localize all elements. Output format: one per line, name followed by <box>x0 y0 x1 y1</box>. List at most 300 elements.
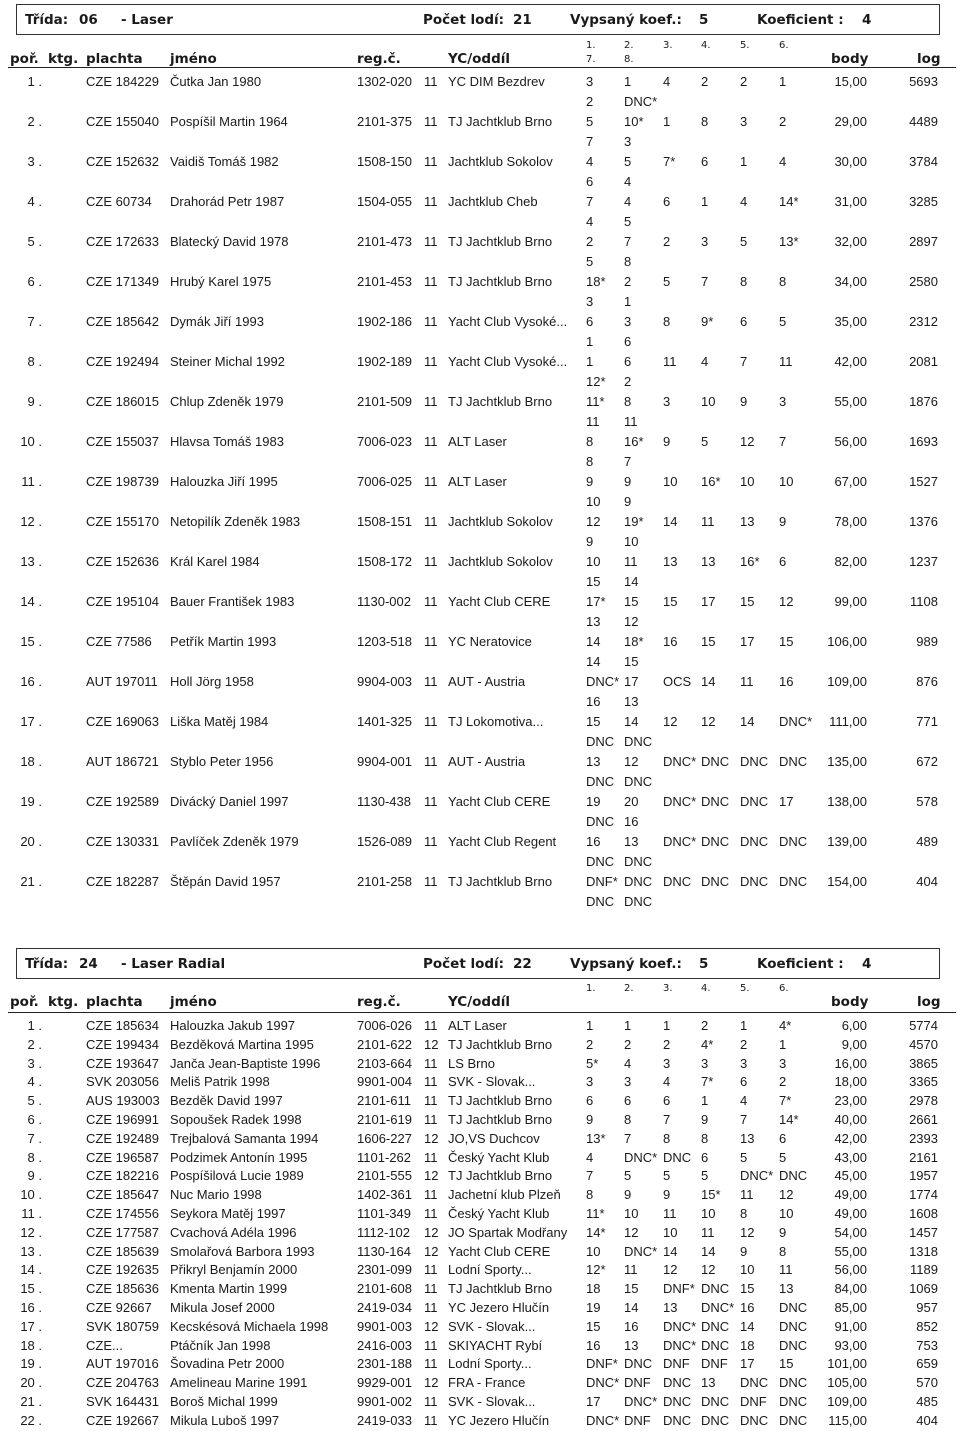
race-result-cell: 4 <box>740 1093 748 1108</box>
race-result-cell: 19 <box>586 1300 601 1315</box>
race-result-cell: 15 <box>740 1281 755 1296</box>
log-cell: 485 <box>916 1394 938 1409</box>
race-result-cell: 12 <box>624 754 639 769</box>
race-result-cell: 1 <box>701 1093 709 1108</box>
race-result-cell: 12 <box>701 1262 716 1277</box>
log-cell: 1108 <box>910 594 938 609</box>
race-result-cell: 7 <box>740 354 748 369</box>
sailor-name-cell: Pavlíček Zdeněk 1979 <box>170 834 299 849</box>
club-cell: TJ Jachtklub Brno <box>448 1112 553 1127</box>
table-row <box>0 1112 960 1130</box>
race-result-cell: 18* <box>624 634 644 649</box>
category-cell: 12 <box>424 1244 439 1259</box>
category-cell: 11 <box>424 554 438 569</box>
race-result-cell: DNC <box>779 1319 808 1334</box>
points-cell: 42,00 <box>834 1131 867 1146</box>
race-result-cell: 11 <box>740 674 754 689</box>
reg-number-cell: 2101-375 <box>357 114 412 129</box>
club-cell: TJ Jachtklub Brno <box>448 1281 553 1296</box>
category-cell: 11 <box>424 74 438 89</box>
race-result-cell: 17 <box>740 1356 755 1371</box>
reg-number-cell: 1508-172 <box>357 554 412 569</box>
race-result-cell: 10 <box>586 494 601 509</box>
club-cell: TJ Jachtklub Brno <box>448 1093 553 1108</box>
points-cell: 93,00 <box>834 1338 867 1353</box>
points-cell: 154,00 <box>827 874 867 889</box>
race-result-cell: DNC <box>586 734 615 749</box>
log-cell: 404 <box>916 874 938 889</box>
race-result-cell: 6 <box>740 314 748 329</box>
sailor-name-cell: Ptáčník Jan 1998 <box>170 1338 271 1353</box>
sailor-name-cell: Halouzka Jiří 1995 <box>170 474 278 489</box>
reg-number-cell: 1101-262 <box>357 1150 411 1165</box>
reg-number-cell: 1504-055 <box>357 194 412 209</box>
position-cell: 13 . <box>20 554 42 569</box>
position-cell: 22 . <box>20 1413 42 1428</box>
club-cell: TJ Jachtklub Brno <box>448 114 553 129</box>
race-result-cell: DNC <box>701 874 730 889</box>
category-cell: 11 <box>424 794 438 809</box>
race-result-cell: DNC <box>586 774 615 789</box>
sailor-name-cell: Boroš Michal 1999 <box>170 1394 278 1409</box>
sailor-name-cell: Přikryl Benjamín 2000 <box>170 1262 298 1277</box>
race-result-cell: 10 <box>740 474 755 489</box>
col-race-3: 3. <box>663 40 673 51</box>
race-result-cell: 15 <box>779 1356 794 1371</box>
race-result-cell: DNF* <box>663 1281 695 1296</box>
club-cell: TJ Jachtklub Brno <box>448 234 553 249</box>
race-result-cell: 16 <box>586 694 601 709</box>
race-result-cell: DNC <box>740 794 769 809</box>
log-cell: 1957 <box>909 1168 938 1183</box>
category-cell: 11 <box>424 1074 438 1089</box>
race-result-cell: 10 <box>624 1206 639 1221</box>
sailor-name-cell: Steiner Michal 1992 <box>170 354 285 369</box>
club-cell: ALT Laser <box>448 474 507 489</box>
reg-number-cell: 2101-258 <box>357 874 412 889</box>
reg-number-cell: 2103-664 <box>357 1056 412 1071</box>
race-result-cell: 13 <box>624 1338 639 1353</box>
race-result-cell: DNC <box>663 1394 692 1409</box>
race-result-cell: 13* <box>586 1131 606 1146</box>
race-result-cell: DNC <box>663 1413 692 1428</box>
boat-count-label: Počet lodí: <box>423 12 505 28</box>
reg-number-cell: 1401-325 <box>357 714 412 729</box>
points-cell: 55,00 <box>834 394 867 409</box>
sailor-name-cell: Divácký Daniel 1997 <box>170 794 289 809</box>
category-cell: 11 <box>424 1112 438 1127</box>
race-result-cell: 7 <box>586 134 594 149</box>
race-result-cell: DNC <box>779 834 808 849</box>
race-result-cell: 3 <box>701 234 709 249</box>
reg-number-cell: 2101-509 <box>357 394 412 409</box>
class-label: Třída: <box>25 12 69 28</box>
race-result-cell: 8 <box>740 274 748 289</box>
points-cell: 15,00 <box>834 74 867 89</box>
sailor-name-cell: Liška Matěj 1984 <box>170 714 269 729</box>
position-cell: 3 . <box>27 154 42 169</box>
points-cell: 40,00 <box>834 1112 867 1127</box>
race-result-cell: 4 <box>586 214 594 229</box>
points-cell: 49,00 <box>834 1187 867 1202</box>
log-cell: 2661 <box>909 1112 938 1127</box>
sail-number-cell: CZE 60734 <box>86 194 152 209</box>
col-reg: reg.č. <box>357 994 401 1010</box>
race-result-cell: 2 <box>779 114 787 129</box>
category-cell: 11 <box>424 1356 438 1371</box>
sail-number-cell: CZE 152636 <box>86 554 159 569</box>
log-cell: 1457 <box>909 1225 938 1240</box>
race-result-cell: 7 <box>779 434 787 449</box>
club-cell: TJ Lokomotiva... <box>448 714 544 729</box>
race-result-cell: 13 <box>701 1375 716 1390</box>
category-cell: 11 <box>424 434 438 449</box>
sail-number-cell: CZE 152632 <box>86 154 159 169</box>
position-cell: 11 . <box>21 474 42 489</box>
race-result-cell: 9* <box>701 314 714 329</box>
race-result-cell: 18 <box>586 1281 601 1296</box>
race-result-cell: DNC* <box>624 94 658 109</box>
club-cell: Lodní Sporty... <box>448 1356 532 1371</box>
race-result-cell: DNC <box>624 1356 653 1371</box>
category-cell: 12 <box>424 1319 439 1334</box>
boat-count-value: 21 <box>513 12 532 28</box>
points-cell: 34,00 <box>834 274 867 289</box>
log-cell: 1376 <box>909 514 938 529</box>
table-row <box>0 194 960 230</box>
club-cell: YC DIM Bezdrev <box>448 74 545 89</box>
log-cell: 1527 <box>909 474 938 489</box>
table-row <box>0 834 960 870</box>
points-cell: 6,00 <box>841 1018 867 1033</box>
position-cell: 19 . <box>20 1356 42 1371</box>
race-result-cell: 4 <box>624 174 632 189</box>
position-cell: 16 . <box>20 1300 42 1315</box>
race-result-cell: 4 <box>624 1056 632 1071</box>
points-cell: 31,00 <box>834 194 867 209</box>
sailor-name-cell: Štěpán David 1957 <box>170 874 281 889</box>
race-result-cell: 2 <box>586 94 594 109</box>
race-result-cell: 12* <box>586 1262 606 1277</box>
table-row <box>0 754 960 790</box>
log-cell: 4489 <box>909 114 938 129</box>
points-cell: 85,00 <box>834 1300 867 1315</box>
race-result-cell: 10 <box>663 474 678 489</box>
category-cell: 11 <box>424 1056 438 1071</box>
race-result-cell: 7 <box>740 1112 748 1127</box>
race-result-cell: 4* <box>779 1018 792 1033</box>
sailor-name-cell: Mikula Luboš 1997 <box>170 1413 280 1428</box>
race-result-cell: 10 <box>586 1244 601 1259</box>
position-cell: 15 . <box>20 634 42 649</box>
table-row <box>0 514 960 550</box>
class-header-box <box>16 948 940 979</box>
race-result-cell: 13 <box>586 754 601 769</box>
sailor-name-cell: Podzimek Antonín 1995 <box>170 1150 308 1165</box>
club-cell: AUT - Austria <box>448 674 526 689</box>
race-result-cell: 2 <box>624 374 632 389</box>
race-result-cell: 10 <box>586 554 601 569</box>
table-row <box>0 1206 960 1224</box>
points-cell: 30,00 <box>834 154 867 169</box>
race-result-cell: 11 <box>779 354 793 369</box>
table-row <box>0 1056 960 1074</box>
race-result-cell: DNC <box>740 1413 769 1428</box>
race-result-cell: 5 <box>586 254 594 269</box>
class-name: - Laser <box>121 12 173 28</box>
header-rule <box>8 1012 956 1013</box>
col-category: ktg. <box>48 994 79 1010</box>
position-cell: 13 . <box>20 1244 42 1259</box>
race-result-cell: 14 <box>663 514 678 529</box>
club-cell: Jachtklub Cheb <box>448 194 538 209</box>
category-cell: 11 <box>424 1093 438 1108</box>
category-cell: 11 <box>424 394 438 409</box>
race-result-cell: 15 <box>624 594 639 609</box>
race-result-cell: 16* <box>740 554 760 569</box>
race-result-cell: DNC <box>779 1168 808 1183</box>
sail-number-cell: CZE 198739 <box>86 474 159 489</box>
points-cell: 115,00 <box>828 1413 867 1428</box>
log-cell: 5774 <box>909 1018 938 1033</box>
club-cell: AUT - Austria <box>448 754 526 769</box>
race-result-cell: 5 <box>624 154 632 169</box>
race-result-cell: 15 <box>740 594 755 609</box>
table-row <box>0 434 960 470</box>
race-result-cell: 12 <box>663 714 678 729</box>
club-cell: Yacht Club Vysoké... <box>448 314 568 329</box>
race-result-cell: 12 <box>701 714 716 729</box>
race-result-cell: 11 <box>701 514 715 529</box>
race-result-cell: 17 <box>586 1394 601 1409</box>
reg-number-cell: 1302-020 <box>357 74 412 89</box>
race-result-cell: 4* <box>701 1037 714 1052</box>
sail-number-cell: CZE 171349 <box>86 274 159 289</box>
category-cell: 11 <box>424 1281 438 1296</box>
position-cell: 20 . <box>20 834 42 849</box>
position-cell: 5 . <box>27 1093 42 1108</box>
race-result-cell: 5 <box>663 274 671 289</box>
table-row <box>0 394 960 430</box>
reg-number-cell: 2101-611 <box>357 1093 411 1108</box>
race-result-cell: 1 <box>663 114 671 129</box>
log-cell: 1876 <box>909 394 938 409</box>
col-position: poř. <box>10 51 39 67</box>
position-cell: 18 . <box>20 754 42 769</box>
log-cell: 989 <box>916 634 938 649</box>
race-result-cell: 5 <box>586 114 594 129</box>
race-result-cell: DNC <box>779 1375 808 1390</box>
race-result-cell: 1 <box>624 294 632 309</box>
race-result-cell: 13 <box>586 614 601 629</box>
coefficient-value: 4 <box>862 12 872 28</box>
sailor-name-cell: Bezděková Martina 1995 <box>170 1037 314 1052</box>
race-result-cell: DNC <box>624 874 653 889</box>
col-race-2: 2. <box>624 983 634 994</box>
race-result-cell: 5 <box>740 234 748 249</box>
sail-number-cell: CZE 192635 <box>86 1262 159 1277</box>
race-result-cell: 3 <box>624 1074 632 1089</box>
position-cell: 5 . <box>27 234 42 249</box>
log-cell: 771 <box>916 714 938 729</box>
points-cell: 54,00 <box>834 1225 867 1240</box>
log-cell: 3865 <box>909 1056 938 1071</box>
race-result-cell: DNC <box>701 754 730 769</box>
race-result-cell: DNC* <box>663 1319 697 1334</box>
race-result-cell: 8 <box>624 254 632 269</box>
race-result-cell: DNC <box>701 1338 730 1353</box>
points-cell: 82,00 <box>834 554 867 569</box>
sailor-name-cell: Chlup Zdeněk 1979 <box>170 394 284 409</box>
table-row <box>0 74 960 110</box>
reg-number-cell: 9904-003 <box>357 674 412 689</box>
col-log: log <box>917 51 941 67</box>
position-cell: 17 . <box>20 714 42 729</box>
race-result-cell: DNC <box>586 894 615 909</box>
race-result-cell: 2 <box>701 1018 709 1033</box>
category-cell: 11 <box>424 1187 438 1202</box>
points-cell: 43,00 <box>834 1150 867 1165</box>
results-section-laser-radial <box>0 944 960 1429</box>
reg-number-cell: 9901-002 <box>357 1394 412 1409</box>
category-cell: 11 <box>424 674 438 689</box>
race-result-cell: 17 <box>779 794 794 809</box>
table-row <box>0 234 960 270</box>
declared-coef-label: Vypsaný koef.: <box>570 12 682 28</box>
sail-number-cell: AUT 197011 <box>86 674 158 689</box>
race-result-cell: DNC <box>701 1281 730 1296</box>
class-name: - Laser Radial <box>121 956 226 972</box>
race-result-cell: 2 <box>701 74 709 89</box>
club-cell: ALT Laser <box>448 1018 507 1033</box>
log-cell: 5693 <box>909 74 938 89</box>
race-result-cell: 14 <box>740 1319 755 1334</box>
race-result-cell: 5 <box>663 1168 671 1183</box>
race-result-cell: 11 <box>663 1206 677 1221</box>
reg-number-cell: 9901-004 <box>357 1074 412 1089</box>
sailor-name-cell: Cvachová Adéla 1996 <box>170 1225 297 1240</box>
race-result-cell: 6 <box>586 314 594 329</box>
sailor-name-cell: Seykora Matěj 1997 <box>170 1206 286 1221</box>
race-result-cell: 14 <box>740 714 755 729</box>
category-cell: 11 <box>424 1018 438 1033</box>
race-result-cell: DNC <box>779 1394 808 1409</box>
category-cell: 11 <box>424 634 438 649</box>
club-cell: TJ Jachtklub Brno <box>448 274 553 289</box>
points-cell: 78,00 <box>834 514 867 529</box>
sailor-name-cell: Bezděk David 1997 <box>170 1093 283 1108</box>
race-result-cell: DNC <box>624 774 653 789</box>
sailor-name-cell: Vaidiš Tomáš 1982 <box>170 154 279 169</box>
reg-number-cell: 1606-227 <box>357 1131 412 1146</box>
race-result-cell: 2 <box>779 1074 787 1089</box>
log-cell: 753 <box>916 1338 938 1353</box>
race-result-cell: 4 <box>624 194 632 209</box>
table-row <box>0 1037 960 1055</box>
sailor-name-cell: Smolařová Barbora 1993 <box>170 1244 315 1259</box>
col-race-7: 7. <box>586 54 596 65</box>
race-result-cell: 6 <box>779 554 787 569</box>
sail-number-cell: SVK 164431 <box>86 1394 160 1409</box>
race-result-cell: 17 <box>624 674 639 689</box>
log-cell: 3784 <box>909 154 938 169</box>
log-cell: 578 <box>916 794 938 809</box>
race-result-cell: 4 <box>740 194 748 209</box>
category-cell: 11 <box>424 1338 438 1353</box>
race-result-cell: 11 <box>624 1262 638 1277</box>
sail-number-cell: AUT 197016 <box>86 1356 159 1371</box>
sailor-name-cell: Blatecký David 1978 <box>170 234 289 249</box>
race-result-cell: 18 <box>740 1338 755 1353</box>
race-result-cell: DNC* <box>624 1244 658 1259</box>
sailor-name-cell: Netopilík Zdeněk 1983 <box>170 514 301 529</box>
table-row <box>0 474 960 510</box>
sail-number-cell: CZE 182216 <box>86 1168 159 1183</box>
race-result-cell: 1 <box>586 354 594 369</box>
position-cell: 18 . <box>20 1338 42 1353</box>
reg-number-cell: 2416-003 <box>357 1338 412 1353</box>
points-cell: 135,00 <box>827 754 867 769</box>
col-race-6: 6. <box>779 983 789 994</box>
race-result-cell: 16 <box>624 814 639 829</box>
log-cell: 1318 <box>909 1244 938 1259</box>
race-result-cell: 13 <box>779 1281 794 1296</box>
sail-number-cell: CZE... <box>86 1338 123 1353</box>
sail-number-cell: CZE 169063 <box>86 714 159 729</box>
position-cell: 14 . <box>20 1262 42 1277</box>
sail-number-cell: CZE 192489 <box>86 1131 159 1146</box>
club-cell: SVK - Slovak... <box>448 1074 536 1089</box>
col-race-4: 4. <box>701 983 711 994</box>
club-cell: JO,VS Duchcov <box>448 1131 540 1146</box>
sailor-name-cell: Hlavsa Tomáš 1983 <box>170 434 284 449</box>
category-cell: 11 <box>424 314 438 329</box>
club-cell: Jachtklub Sokolov <box>448 154 553 169</box>
race-result-cell: OCS <box>663 674 692 689</box>
category-cell: 11 <box>424 1262 438 1277</box>
race-result-cell: 6 <box>701 154 709 169</box>
reg-number-cell: 2101-608 <box>357 1281 412 1296</box>
category-cell: 11 <box>424 194 438 209</box>
points-cell: 16,00 <box>834 1056 867 1071</box>
position-cell: 12 . <box>20 1225 42 1240</box>
race-result-cell: 9 <box>740 1244 748 1259</box>
table-row <box>0 1356 960 1374</box>
race-result-cell: DNC <box>740 1375 769 1390</box>
points-cell: 56,00 <box>834 1262 867 1277</box>
table-row <box>0 1131 960 1149</box>
col-race-1: 1. <box>586 983 596 994</box>
race-result-cell: DNC <box>779 874 808 889</box>
reg-number-cell: 1508-150 <box>357 154 412 169</box>
race-result-cell: 9 <box>663 1187 671 1202</box>
table-row <box>0 314 960 350</box>
race-result-cell: 15 <box>779 634 794 649</box>
race-result-cell: 9 <box>586 474 594 489</box>
log-cell: 2312 <box>909 314 938 329</box>
club-cell: Český Yacht Klub <box>448 1206 550 1221</box>
race-result-cell: 5 <box>779 314 787 329</box>
log-cell: 2393 <box>909 1131 938 1146</box>
col-club: YC/oddíl <box>448 51 510 67</box>
race-result-cell: DNF <box>740 1394 767 1409</box>
position-cell: 12 . <box>20 514 42 529</box>
race-result-cell: 10 <box>663 1225 678 1240</box>
col-race-6: 6. <box>779 40 789 51</box>
race-result-cell: DNC* <box>586 674 620 689</box>
sailor-name-cell: Šovadina Petr 2000 <box>170 1356 285 1371</box>
club-cell: Yacht Club CERE <box>448 1244 551 1259</box>
